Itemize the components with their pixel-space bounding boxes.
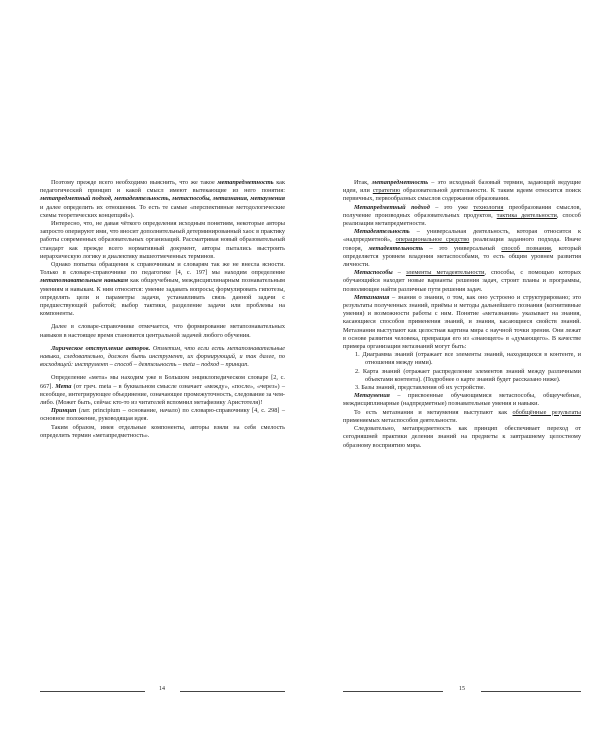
text-run: реализации заданного подхода. Иначе говоря, bbox=[343, 236, 581, 252]
emphasized-term: Мета bbox=[55, 382, 72, 390]
text-run: – это исходный базовый термин, задающий ведущие идеи, или bbox=[343, 179, 581, 195]
paragraph-left-7 bbox=[40, 407, 285, 423]
left-page-text bbox=[40, 179, 285, 440]
left-page-footer bbox=[40, 686, 285, 696]
text-run: – универсальная деятельность, которая относится к «надпредметной», bbox=[343, 228, 581, 244]
underlined-term: операциональное средство bbox=[395, 236, 470, 244]
text-run: – это уже bbox=[429, 203, 474, 211]
text-run: Следовательно, метапредметность как принцип обеспечивает переход от сегодняшней практики деления знаний на предметы к завтрашнему целостному образному восприятию мира. bbox=[343, 425, 581, 449]
text-run: , способы, с помощью которых обучающийся находит новые варианты решения задач, строит планы и программы, позволяющие найти различные пути решения задач. bbox=[343, 269, 581, 293]
emphasized-term: метапредметный подход, метадеятельность, метаспособы, метазнания, метаумения bbox=[40, 195, 285, 203]
paragraph-left-8 bbox=[40, 424, 285, 440]
text-run: Интересно, что, не давая чёткого определения исходным понятиям, некоторые авторы запросто оперируют ими, что вносит дополнительный детерминированный хаос в практику работы современных образовательных организаций. Рассматривая новый образовательный стандарт как прежде всего нормативный документ, авторы пытались выстроить иерархическую логику и диалектику вышеотмеченных терминов. bbox=[40, 220, 285, 260]
emphasized-term: Принцип bbox=[51, 407, 77, 415]
paragraph-right-5 bbox=[343, 294, 581, 351]
paragraph-left-1 bbox=[40, 179, 285, 220]
text-run: , способ реализации метапредметности. bbox=[343, 211, 581, 228]
text-run: (лат. principium – основание, начало) по словарю-справочнику [4, с. 298] – основное положение, руководящая идея. bbox=[40, 407, 285, 423]
emphasized-term: Метаумения bbox=[354, 392, 390, 400]
emphasized-term: метадеятельность bbox=[368, 244, 424, 252]
text-run: (от греч. meta – в буквальном смысле означает «между», «после», «через») – всеобщее, интегрирующее объединение, означающее промежуточность, следование за чем-либо. (Может быть, сейчас кто-то из читателей вспомнил метафизику Аристотеля)! bbox=[40, 382, 285, 407]
text-run: Определение «мета» мы находим уже в Большом энциклопедическом словаре [2, с. 667]. bbox=[40, 374, 285, 390]
text-run: Однако попытка обращения к справочникам и словарям так же не внесла ясности. Только в словаре-справочнике по педагогике [4, с. 197] мы находим определение bbox=[40, 261, 285, 277]
paragraph-right-9 bbox=[343, 392, 581, 408]
text-run: Поэтому прежде всего необходимо выяснить, что же такое bbox=[51, 179, 218, 186]
paragraph-right-1 bbox=[343, 179, 581, 204]
footer-rule-left bbox=[40, 691, 145, 692]
emphasized-term: Метапредметный подход bbox=[354, 203, 430, 211]
list-item-right-7 bbox=[343, 368, 581, 384]
paragraph-left-5 bbox=[40, 345, 285, 370]
right-page-text bbox=[343, 179, 581, 450]
text-run: Таким образом, имея отдельные компоненты, авторы взяли на себя смелость определить термин «метапредметность». bbox=[40, 423, 285, 439]
footer-rule-right bbox=[481, 691, 581, 692]
underlined-term: элементы метадеятельности bbox=[405, 269, 485, 277]
emphasized-term: метапознавательным навыкам bbox=[40, 277, 129, 285]
text-run: 2. Карта знаний (отражает распределение элементов знаний между различными объектами контента). (Подробнее о карте знаний будет рассказано ниже). bbox=[355, 367, 581, 383]
text-run: Отметим, что если есть метапознавательные навыки, следовательно, должен быть инструмент, их формирующий, и так далее, по восходящей: инструмент – способ – деятельность – meta – подход – принцип. bbox=[40, 344, 285, 369]
underlined-term: способ познания bbox=[501, 244, 551, 252]
underlined-term: тактика деятельности bbox=[496, 211, 557, 219]
paragraph-right-3 bbox=[343, 228, 581, 269]
paragraph-left-6 bbox=[40, 374, 285, 407]
list-item-right-8 bbox=[343, 384, 581, 392]
paragraph-right-10 bbox=[343, 409, 581, 425]
emphasized-term: Лирическое отступление авторов. bbox=[51, 344, 151, 352]
emphasized-term: метапредметность bbox=[217, 179, 274, 186]
text-run: как педагогический принцип и какой смысл имеют вытекающие из него понятия: bbox=[40, 179, 285, 195]
page-number-right: 15 bbox=[459, 686, 465, 692]
text-run: применяемых метаспособов деятельности. bbox=[343, 416, 458, 424]
text-run: , который определяется уровнем владения метаспособами, то есть общим уровнем развития личности. bbox=[343, 244, 581, 269]
text-run: образовательной деятельности. К таким идеям относится поиск первичных, первообразных смыслов содержания образования. bbox=[343, 187, 582, 203]
underlined-term: обобщённые результаты bbox=[512, 408, 581, 416]
footer-rule-right bbox=[180, 691, 285, 692]
text-run: преобразования смыслов, получение производных образовательных продуктов, bbox=[343, 203, 581, 219]
right-page-footer bbox=[343, 686, 581, 696]
emphasized-term: метапредметность bbox=[371, 179, 429, 186]
paragraph-right-11 bbox=[343, 425, 581, 450]
text-run: – присвоенные обучающимися метаспособы, общеучебные, междисциплинарные (надпредметные) познавательные умения и навыки. bbox=[343, 392, 581, 408]
text-run: – bbox=[392, 269, 406, 277]
emphasized-term: Метадеятельность bbox=[354, 228, 410, 236]
text-run: – это универсальный bbox=[423, 244, 502, 252]
paragraph-right-2 bbox=[343, 204, 581, 229]
paragraph-left-3 bbox=[40, 261, 285, 318]
text-run: 1. Диаграмма знаний (отражает все элементы знаний, находящихся в контенте, и отношения между ними). bbox=[355, 351, 581, 367]
emphasized-term: Метаспособы bbox=[354, 269, 393, 277]
page-number-left: 14 bbox=[159, 686, 165, 692]
underlined-term: стратегию bbox=[372, 187, 401, 195]
emphasized-term: Метазнания bbox=[354, 293, 390, 301]
text-run: То есть метазнания и метаумения выступают как bbox=[354, 408, 513, 416]
list-item-right-6 bbox=[343, 351, 581, 367]
paragraph-right-4 bbox=[343, 269, 581, 294]
underlined-term: технология bbox=[473, 203, 504, 211]
right-page bbox=[300, 0, 600, 750]
text-run: и далее определить их отношения. То есть те самые «перспективные методологические схемы теоретических концепций»). bbox=[40, 203, 285, 219]
paragraph-left-4 bbox=[40, 323, 285, 339]
text-run: как общеучебным, междисциплинарным познавательным умениям и навыкам. К ним относятся: умение задавать вопросы; формулировать гипотезы, определять цели и параметры задачи, устанавливать связь данной задачи с предшествующей работой; выбор тактики, разделение задачи или проблемы на компоненты. bbox=[40, 277, 286, 318]
text-run: Далее в словаре-справочнике отмечается, что формирование метапознавательных навыков в настоящее время становится центральной задачей любого обучения. bbox=[40, 323, 285, 339]
footer-rule-left bbox=[343, 691, 443, 692]
paragraph-left-2 bbox=[40, 220, 285, 261]
text-run: – знания о знании, о том, как оно устроено и структурировано; это результаты полученных знаний, приёмы и методы дальнейшего познания (когнитивные умения) и возможности работы с ним. Понятие «метазнания» указывает на знания, касающиеся способов применения знаний, и знания, касающиеся свойств знаний. Метазнания выступают как целостная картина мира с научной точки зрения. Они лежат в основе развития человека, превращая его из «знающего» в «думающего». В качестве примера организации метазнаний могут быть: bbox=[343, 293, 581, 351]
text-run: Итак, bbox=[354, 179, 372, 186]
text-run: 3. Базы знаний, представления об их устройстве. bbox=[355, 384, 486, 392]
